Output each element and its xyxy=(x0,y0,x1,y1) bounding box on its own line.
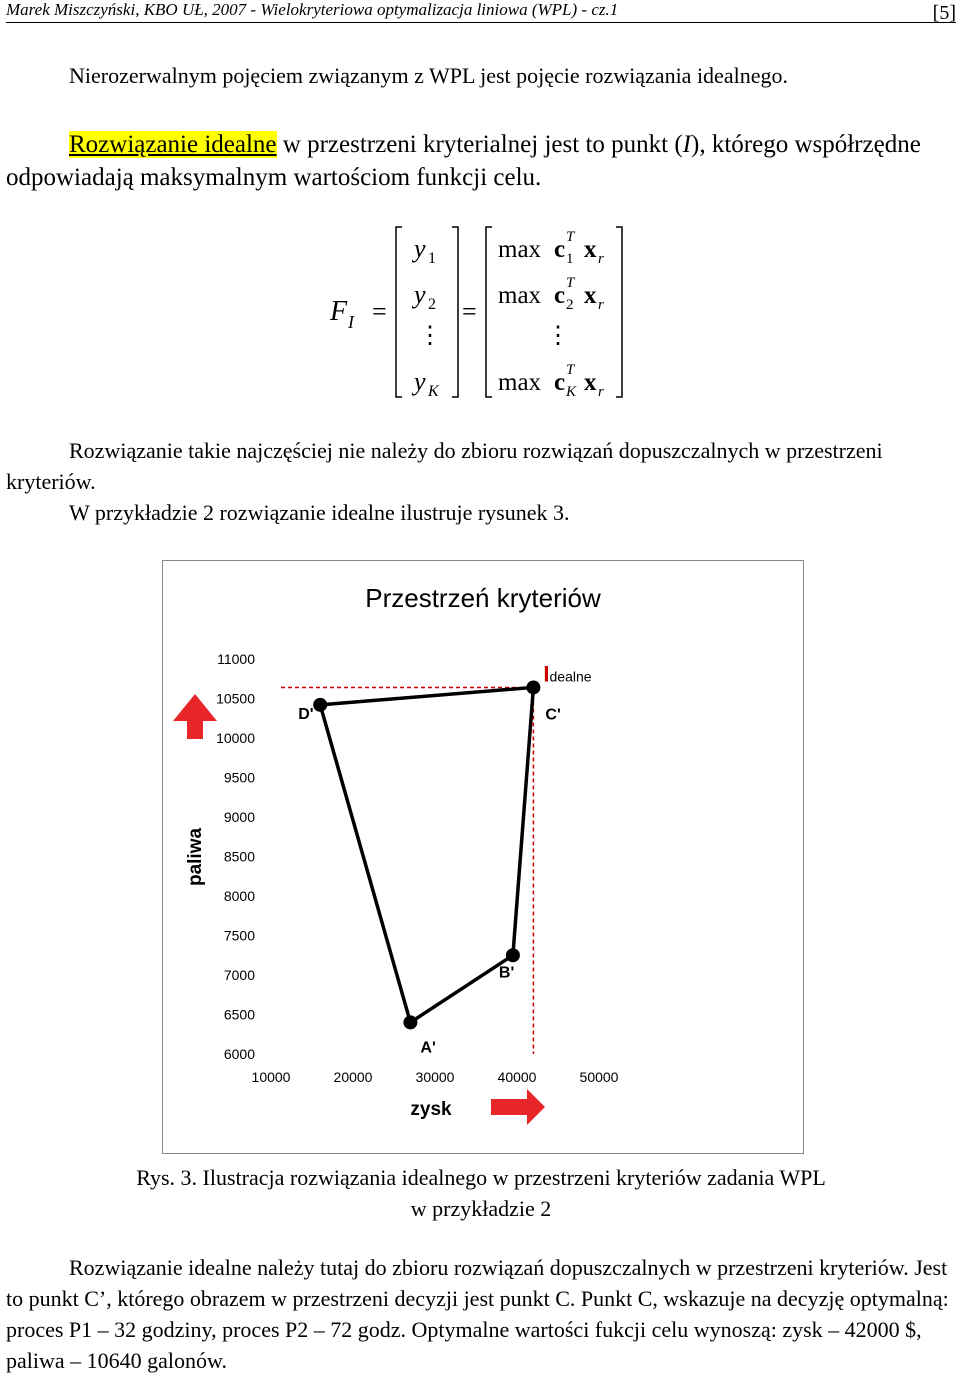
paragraph-1: Nierozerwalnym pojęciem związanym z WPL jest pojęcie rozwiązania idealnego. xyxy=(69,63,788,88)
paragraph-5: Rozwiązanie idealne należy tutaj do zbioru rozwiązań dopuszczalnych w przestrzeni kryteriów. Jest to punkt C’, którego obrazem w przestrzeni decyzji jest punkt C. Punkt C, wskazuje na decyzję optymalną: proces P1 – 32 godziny, proces P2 – 72 godz. Optymalne wartości fukcji celu wynoszą: zysk – 42000 $, paliwa – 10640 galonów. xyxy=(6,1255,949,1373)
x-k: x xyxy=(584,369,597,396)
point-marker xyxy=(313,698,327,712)
caption-line-2: w przykładzie 2 xyxy=(410,1196,552,1221)
paragraph-4: W przykładzie 2 rozwiązanie idealne ilustruje rysunek 3. xyxy=(69,500,570,525)
page-header xyxy=(6,0,956,23)
y-tick-label: 9000 xyxy=(223,809,255,825)
yk-sub: K xyxy=(428,383,439,400)
c-k-sup: T xyxy=(566,362,575,378)
y1: y xyxy=(414,234,426,263)
left-bracket-open xyxy=(396,227,402,397)
y2: y xyxy=(414,280,426,309)
formula-f: F xyxy=(330,296,348,327)
c-2-sub: 2 xyxy=(566,297,574,313)
x-tick-label: 20000 xyxy=(333,1069,373,1085)
c-1: c xyxy=(554,236,566,263)
point-label: A' xyxy=(420,1039,436,1057)
point-label: C' xyxy=(545,706,561,724)
criteria-space-chart xyxy=(162,560,804,1154)
max-1: max xyxy=(498,236,542,263)
x-k-sub: r xyxy=(598,384,604,400)
formula-eq-1: = xyxy=(372,297,387,326)
max-k: max xyxy=(498,369,542,396)
chart-title: Przestrzeń kryteriów xyxy=(365,583,601,613)
paragraph-2 xyxy=(6,128,956,194)
formula-f-sub: I xyxy=(348,312,354,332)
point-marker xyxy=(526,680,540,694)
y-axis-label: paliwa xyxy=(185,827,206,887)
x-axis-label: zysk xyxy=(410,1099,452,1120)
c-2-sup: T xyxy=(566,275,575,291)
y-tick-label: 8000 xyxy=(223,888,255,904)
point-marker xyxy=(403,1015,417,1029)
caption-line-1: Rys. 3. Ilustracja rozwiązania idealnego w przestrzeni kryteriów zadania WPL xyxy=(136,1165,826,1190)
y-tick-label: 11000 xyxy=(217,651,255,667)
ideal-point-symbol: I xyxy=(682,131,691,158)
up-arrow-icon xyxy=(173,694,217,739)
y1-sub: 1 xyxy=(428,250,436,267)
y-tick-label: 7000 xyxy=(223,967,255,983)
right-bracket-close xyxy=(616,227,622,397)
vdots-right: ⋮ xyxy=(546,323,570,349)
y-tick-label: 7500 xyxy=(223,927,255,944)
x-2-sub: r xyxy=(598,297,604,313)
page-number: [5] xyxy=(932,2,956,24)
paragraph-3: Rozwiązanie takie najczęściej nie należy do zbioru rozwiązań dopuszczalnych w przestrzeni kryteriów. xyxy=(6,438,883,494)
x-2: x xyxy=(584,282,597,309)
y-tick-label: 8500 xyxy=(223,848,255,865)
point-marker xyxy=(506,948,520,962)
c-k-sub: K xyxy=(566,384,577,400)
paragraph-2-end: ), którego współrzędne odpowiadają maksymalnym wartościom funkcji celu. xyxy=(6,131,921,191)
x-tick-label: 40000 xyxy=(497,1069,537,1085)
y-tick-label: 9500 xyxy=(223,769,255,786)
y-tick-label: 6000 xyxy=(223,1046,255,1062)
y-tick-label: 10500 xyxy=(216,690,255,707)
header-title: Marek Miszczyński, KBO UŁ, 2007 - Wielokryteriowa optymalizacja liniowa (WPL) - cz.1 xyxy=(6,0,619,19)
yk: y xyxy=(414,367,426,396)
y-tick-label: 10000 xyxy=(216,730,255,746)
max-2: max xyxy=(498,282,542,309)
x-tick-label: 50000 xyxy=(579,1069,619,1085)
ideal-solution-term: Rozwiązanie idealne xyxy=(69,131,277,158)
x-tick-label: 30000 xyxy=(415,1069,455,1085)
paragraph-2-text: w przestrzeni kryterialnej jest to punkt ( xyxy=(276,131,683,158)
point-label: B' xyxy=(498,964,515,982)
right-bracket-open xyxy=(486,227,492,397)
c-1-sub: 1 xyxy=(566,251,574,267)
c-1-sup: T xyxy=(566,229,575,245)
ideal-solution-formula xyxy=(330,215,650,415)
x-tick-label: 10000 xyxy=(251,1069,291,1085)
ideal-label: Idealne xyxy=(543,661,592,687)
right-arrow-icon xyxy=(491,1089,545,1125)
left-bracket-close xyxy=(452,227,458,397)
formula-eq-2: = xyxy=(462,297,477,326)
figure-caption xyxy=(6,1162,956,1224)
chart-svg xyxy=(163,561,803,1153)
y-tick-label: 6500 xyxy=(223,1006,255,1023)
point-label: D' xyxy=(298,705,314,723)
y2-sub: 2 xyxy=(428,296,436,313)
c-2: c xyxy=(554,282,566,309)
x-1: x xyxy=(584,236,597,263)
c-k: c xyxy=(554,369,566,396)
vdots-left: ⋮ xyxy=(418,323,442,349)
x-1-sub: r xyxy=(598,251,604,267)
